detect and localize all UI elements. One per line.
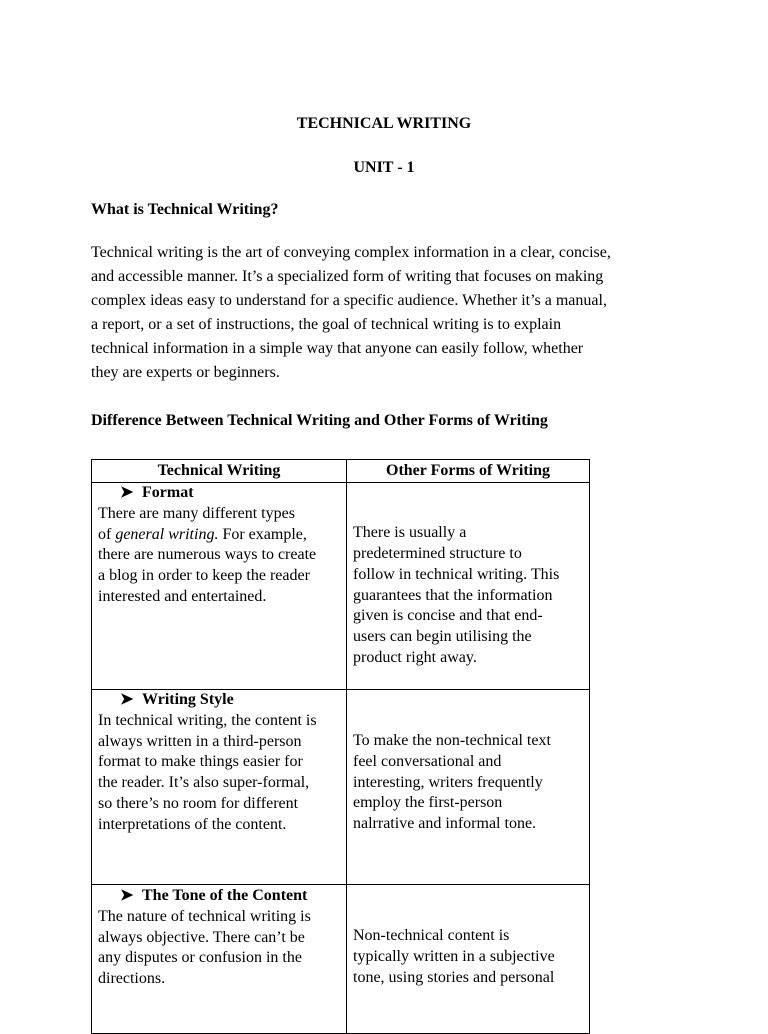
paragraph-line: a report, or a set of instructions, the goal of technical writing is to explain xyxy=(91,316,562,333)
cell-line: the reader. It’s also super-formal, xyxy=(98,774,310,792)
cell-line: To make the non-technical text xyxy=(353,732,551,749)
other-cell xyxy=(347,885,590,1034)
arrowhead-bullet-icon: ➤ xyxy=(120,484,134,501)
cell-line: In technical writing, the content is xyxy=(98,711,317,729)
row-heading: ➤ The Tone of the Content xyxy=(98,886,340,907)
row-heading: ➤ Writing Style xyxy=(98,690,340,711)
cell-line: feel conversational and xyxy=(353,752,502,770)
cell-line: Non-technical content is xyxy=(353,927,510,944)
section-heading-difference: Difference Between Technical Writing and Other Forms of Writing xyxy=(91,412,548,429)
document-title: TECHNICAL WRITING xyxy=(296,115,472,132)
intro-paragraph xyxy=(91,241,691,385)
technical-cell xyxy=(92,690,347,885)
other-cell xyxy=(347,483,590,690)
cell-line: There are many different types xyxy=(98,504,295,522)
italic-phrase: general writing. xyxy=(115,525,219,543)
cell-line: any disputes or confusion in the xyxy=(98,949,302,967)
other-cell xyxy=(347,690,590,885)
cell-line: interpretations of the content. xyxy=(98,815,287,833)
cell-line: so there’s no room for different xyxy=(98,794,299,812)
cell-line: always objective. There can’t be xyxy=(98,928,305,946)
cell-line: There is usually a xyxy=(353,524,467,542)
cell-line: predetermined structure to xyxy=(353,545,522,562)
comparison-table xyxy=(91,459,590,1034)
paragraph-line: and accessible manner. It’s a specialized form of writing that focuses on making xyxy=(91,268,604,285)
cell-line: there are numerous ways to create xyxy=(98,546,317,564)
paragraph-line: complex ideas easy to understand for a specific audience. Whether it’s a manual, xyxy=(91,292,607,309)
paragraph-line: Technical writing is the art of conveying complex information in a clear, concise, xyxy=(91,244,611,261)
technical-cell xyxy=(92,885,347,1034)
cell-line: The nature of technical writing is xyxy=(98,907,311,925)
table-header-row xyxy=(92,460,590,483)
column-header-other: Other Forms of Writing xyxy=(347,460,590,483)
cell-line: product right away. xyxy=(353,648,477,666)
table-row xyxy=(92,690,590,885)
cell-line: a blog in order to keep the reader xyxy=(98,567,310,585)
cell-line: follow in technical writing. This xyxy=(353,565,560,583)
cell-line: always written in a third-person xyxy=(98,732,302,750)
cell-line: given is concise and that end- xyxy=(353,607,543,625)
table-row xyxy=(92,885,590,1034)
cell-line: nalrrative and informal tone. xyxy=(353,815,537,833)
technical-cell xyxy=(92,483,347,690)
cell-line: directions. xyxy=(98,970,166,988)
cell-line: interesting, writers frequently xyxy=(353,773,543,791)
cell-line: interested and entertained. xyxy=(98,587,267,605)
cell-line: users can begin utilising the xyxy=(353,628,532,646)
cell-line: typically written in a subjective xyxy=(353,947,555,965)
table-row xyxy=(92,483,590,690)
cell-line: tone, using stories and personal xyxy=(353,968,555,986)
row-heading: ➤ Format xyxy=(98,483,340,504)
cell-line: of general writing. For example, xyxy=(98,525,307,543)
section-heading-what-is: What is Technical Writing? xyxy=(91,201,279,218)
paragraph-line: technical information in a simple way that anyone can easily follow, whether xyxy=(91,340,584,357)
cell-line: format to make things easier for xyxy=(98,753,303,771)
arrowhead-bullet-icon: ➤ xyxy=(120,887,134,904)
cell-line: employ the first-person xyxy=(353,794,503,812)
paragraph-line: they are experts or beginners. xyxy=(91,364,280,381)
column-header-technical: Technical Writing xyxy=(92,460,347,483)
arrowhead-bullet-icon: ➤ xyxy=(120,691,134,708)
cell-line: guarantees that the information xyxy=(353,586,553,604)
unit-label: UNIT - 1 xyxy=(353,159,415,176)
